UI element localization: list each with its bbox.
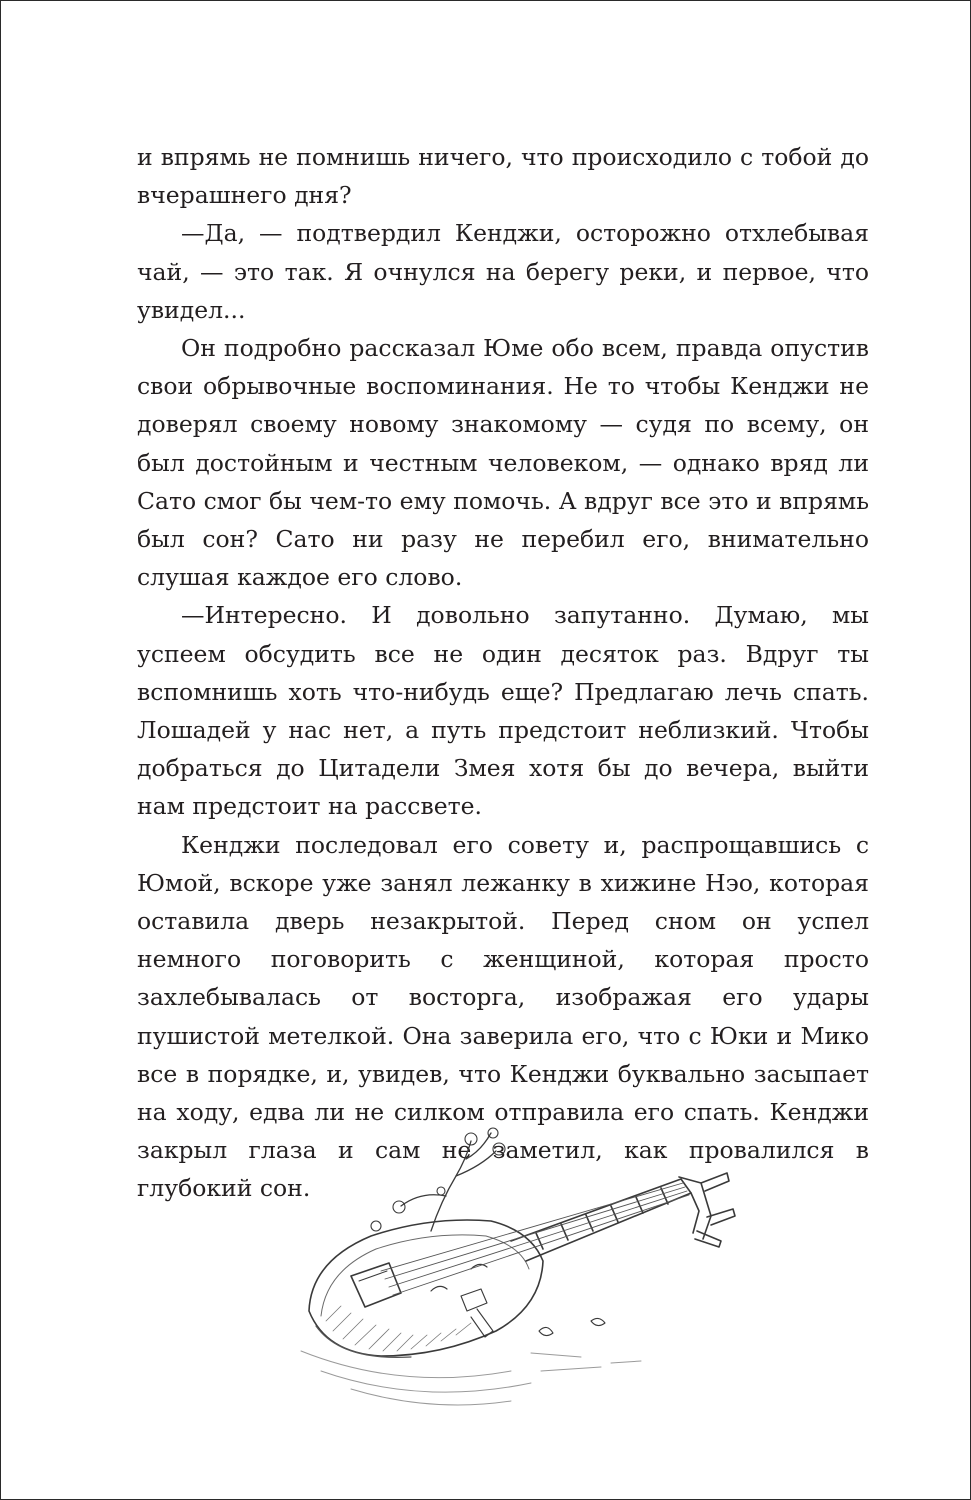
lute-bridge [351,1263,401,1307]
paragraph-1: и впрямь не помнишь ничего, что происходило с тобой до вчерашнего дня? [137,143,869,210]
lute-sketch [281,1121,761,1421]
paragraph-3: Он подробно рассказал Юме обо всем, правда опустив свои обрывочные воспоминания. Не то чтобы Кенджи не доверял своему новому знакомому — судя по всему, он был достойным и честным человеком, — однако вряд ли Сато смог бы чем-то ему помочь. А вдруг все это и впрямь был сон? Сато ни разу не перебил его, внимательно слушая каждое его слово. [137,334,869,592]
lute-body [309,1220,543,1357]
lute-pegbox [679,1173,735,1247]
ground-shading [301,1351,641,1405]
lute-strings [381,1183,689,1295]
paragraph-2: —Да, — подтвердил Кенджи, осторожно отхлебывая чай, — это так. Я очнулся на берегу реки, и первое, что увидел... [137,219,869,324]
paragraph-4: —Интересно. И довольно запутанно. Думаю, мы успеем обсудить все не один десяток раз. Вдруг ты вспомнишь хоть что-нибудь еще? Предлагаю лечь спать. Лошадей у нас нет, а путь предстоит неблизкий. Чтобы добраться до Цитадели Змея хотя бы до вечера, выйти нам предстоит на рассвете. [137,601,869,821]
body-hatching [326,1306,471,1351]
blossom-branch [401,1133,496,1231]
lute-illustration [281,1121,761,1421]
page-body [137,138,869,1208]
sound-holes [431,1264,487,1291]
paragraph-5: Кенджи последовал его совету и, распрощавшись с Юмой, вскоре уже занял лежанку в хижине Нэо, которая оставила дверь незакрытой. Перед сном он успел немного поговорить с женщиной, которая просто захлебывалась от восторга, изображая его удары пушистой метелкой. Она заверила его, что с Юки и Мико все в порядке, и, увидев, что Кенджи буквально засыпает на ходу, едва ли не силком отправила его спать. Кенджи закрыл глаза и сам не заметил, как провалился в глубокий сон. [137,830,869,1203]
lute-neck [511,1179,691,1261]
